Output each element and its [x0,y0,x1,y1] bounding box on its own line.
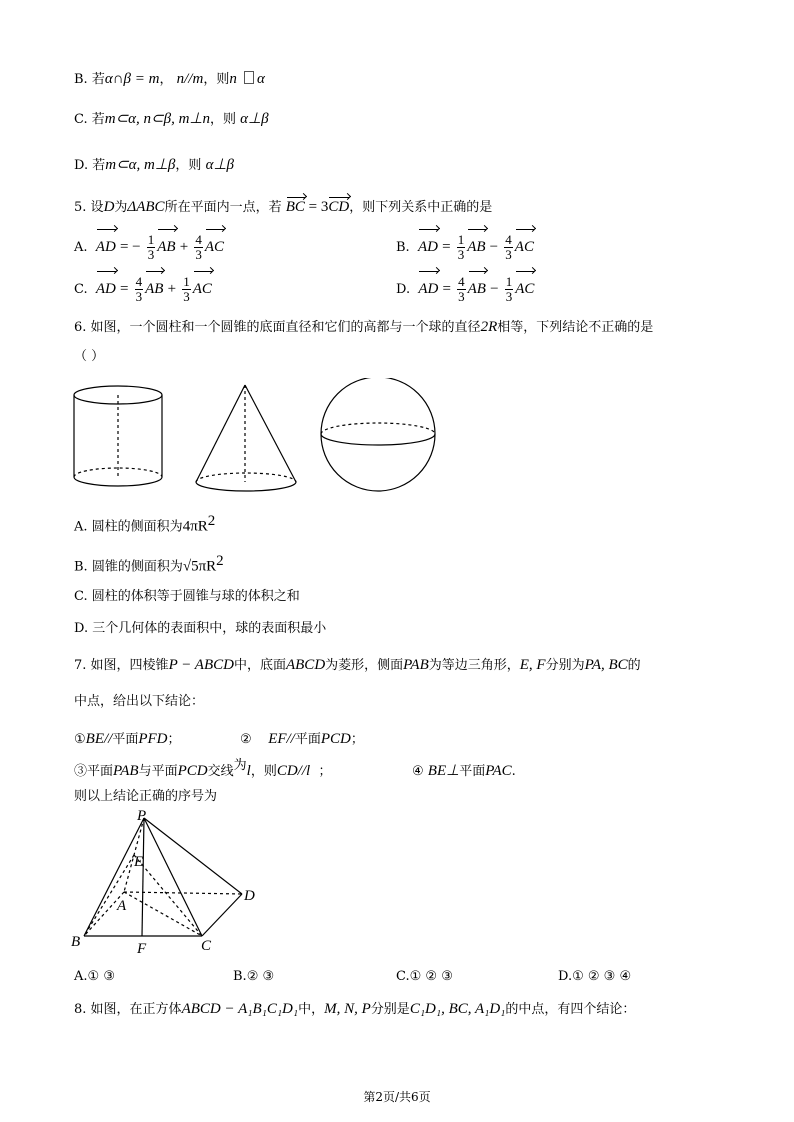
q8-stem: 8. 如图，在正方体ABCD − A₁B₁C₁D₁中，M, N, P分别是C₁D₁, BC, A₁D₁的中点，有四个结论： [74,1001,636,1017]
q7-question: 则以上结论正确的序号为 [74,789,218,804]
q7-conclusion-3: ③平面PAB与平面PCD交线为l，则CD//l ； [74,758,332,779]
q7-conclusion-2: ② EF//平面PCD； [240,731,364,747]
q5-option-a: A. AD = − $\frac{1}{3}$ AB + $\frac{4}{3}$ AC [74,232,224,262]
label-f: F [137,941,147,956]
q7-pyramid-figure [64,806,274,956]
q7-conclusion-1: ①BE//平面PFD； [74,731,181,747]
label-b: B [71,934,81,950]
q7-stem: 7. 如图，四棱锥P − ABCD中，底面ABCD为菱形，侧面PAB为等边三角形，E, F分别为PA, BC的 [74,657,641,673]
label-p: P [137,808,147,824]
q6-option-a: A. 圆柱的侧面积为$4\pi R^2$ [74,513,216,535]
q6-option-b: B. 圆锥的侧面积为$√5\pi R^2$ [74,553,224,575]
cone-figure [196,385,296,491]
q5-stem: 5. 设D为ΔABC所在平面内一点，若 BC = 3CD，则下列关系中正确的是 [74,199,493,215]
q6-option-d: D. 三个几何体的表面积中，球的表面积最小 [74,621,327,636]
q7-conclusion-4: ④ BE⊥平面PAC. [412,763,516,779]
sphere-figure [321,378,435,491]
q4-option-c: C. 若m⊂α, n⊂β, m⊥n，则 α⊥β [74,111,269,127]
q7-option-b: B.② ③ [233,969,275,984]
q5-option-d: D. AD = $\frac{4}{3}$ AB − $\frac{1}{3}$ AC [396,274,535,304]
q7-option-a: A.① ③ [74,969,115,984]
q6-stem: 6. 如图，一个圆柱和一个圆锥的底面直径和它们的高都与一个球的直径2R相等，下列结论不正确的是 [74,319,654,335]
label-e: E [134,854,144,870]
q4-option-b: B. 若α∩β = m， n//m，则n α [74,71,265,87]
q4-option-d: D. 若m⊂α, m⊥β，则 α⊥β [74,157,234,173]
missing-glyph-box [244,71,254,84]
q6-option-c: C. 圆柱的体积等于圆锥与球的体积之和 [74,589,300,604]
q7-stem-line2: 中点，给出以下结论： [74,694,205,709]
q5-option-b: B. AD = $\frac{1}{3}$ AB − $\frac{4}{3}$ AC [396,232,534,262]
label-d: D [244,888,255,904]
page-number: 第2页/共6页 [363,1090,431,1104]
q7-option-d: D.① ② ③ ④ [558,969,632,984]
q6-answer-paren: （ ） [74,349,105,364]
q5-option-c: C. AD = $\frac{4}{3}$ AB + $\frac{1}{3}$ AC [74,274,212,304]
label-a: A [117,898,127,914]
q6-figures [66,378,446,498]
cylinder-figure [74,386,162,486]
q7-option-c: C.① ② ③ [396,969,453,984]
label-c: C [201,938,212,954]
